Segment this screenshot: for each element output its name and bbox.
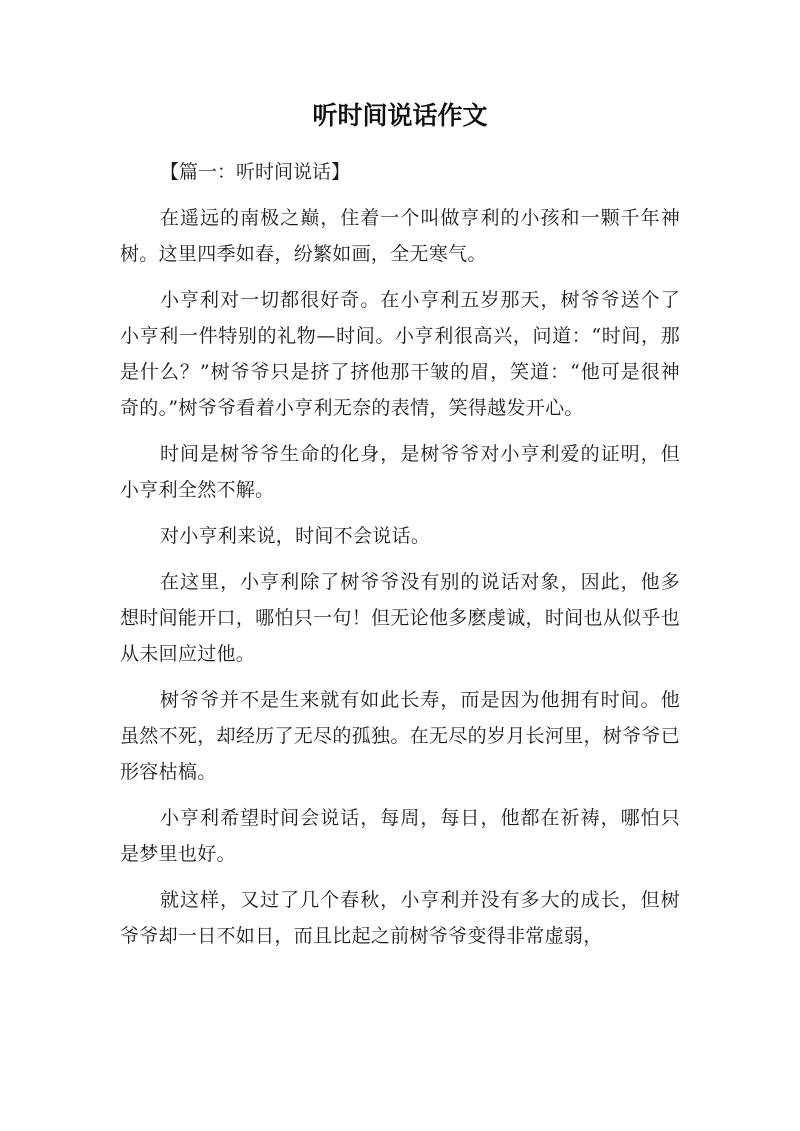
document-title: 听时间说话作文 [312, 101, 488, 130]
paragraph-2: 小亨利对一切都很好奇。在小亨利五岁那天，树爷爷送个了小亨利一件特别的礼物—时间。小亨利很高兴，问道：“时间，那是什么？”树爷爷只是挤了挤他那干皱的眉，笑道：“他可是很神奇的。”树爷爷看着小亨利无奈的表情，笑得越发开心。 [120, 289, 680, 419]
paragraph-8: 就这样，又过了几个春秋，小亨利并没有多大的成长，但树爷爷却一日不如日，而且比起之前树爷爷变得非常虚弱， [120, 889, 680, 947]
paragraph-4: 对小亨利来说，时间不会说话。 [160, 525, 431, 547]
paragraph-6: 树爷爷并不是生来就有如此长寿，而是因为他拥有时间。他虽然不死，却经历了无尽的孤独。在无尽的岁月长河里，树爷爷已形容枯槁。 [120, 689, 680, 783]
paragraph-7: 小亨利希望时间会说话，每周，每日，他都在祈祷，哪怕只是梦里也好。 [120, 807, 680, 865]
section-heading: 【篇一：听时间说话】 [160, 161, 351, 183]
document-body [120, 96, 680, 964]
paragraph-1: 在遥远的南极之巅，住着一个叫做亨利的小孩和一颗千年神树。这里四季如春，纷繁如画，全无寒气。 [120, 207, 680, 265]
paragraph-5: 在这里，小亨利除了树爷爷没有别的说话对象，因此，他多想时间能开口，哪怕只一句！但无论他多麽虔诚，时间也从似乎也从未回应过他。 [120, 571, 680, 665]
paragraph-3: 时间是树爷爷生命的化身，是树爷爷对小亨利爱的证明，但小亨利全然不解。 [120, 443, 680, 501]
